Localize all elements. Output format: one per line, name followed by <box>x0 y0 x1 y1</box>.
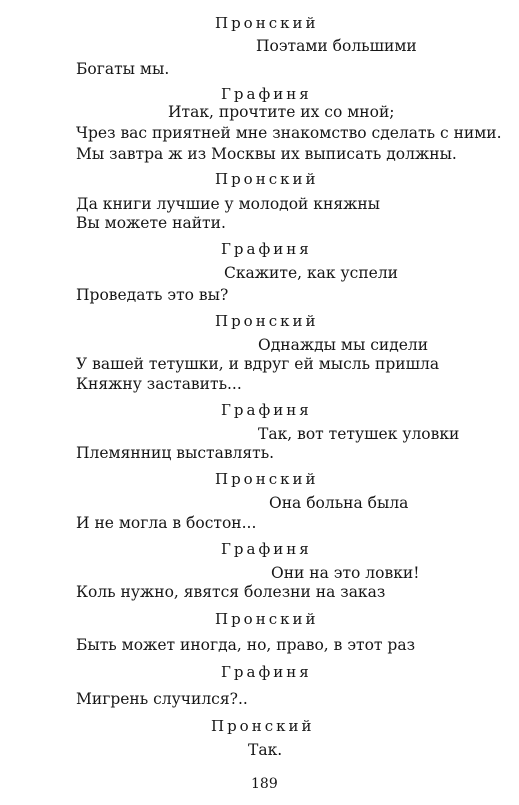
verse-line: Скажите, как успели <box>224 264 399 282</box>
speaker-name: Графиня <box>221 240 312 258</box>
verse-line: Чрез вас приятней мне знакомство сделать с ними. <box>76 124 502 142</box>
speaker-name: Графиня <box>221 663 312 681</box>
verse-line: Княжну заставить... <box>76 375 242 393</box>
verse-line: Она больна была <box>269 494 409 512</box>
speaker-name: Графиня <box>221 401 312 419</box>
verse-line: Однажды мы сидели <box>258 336 429 354</box>
verse-line: Мигрень случился?.. <box>76 690 248 708</box>
verse-line: Быть может иногда, но, право, в этот раз <box>76 636 416 654</box>
verse-line: Так. <box>248 741 283 759</box>
speaker-name: Пронский <box>215 610 319 628</box>
verse-line: Они на это ловки! <box>271 564 420 582</box>
verse-line: Поэтами большими <box>256 37 417 55</box>
verse-line: Коль нужно, явятся болезни на заказ <box>76 583 386 601</box>
speaker-name: Пронский <box>211 717 315 735</box>
verse-line: Итак, прочтите их со мной; <box>168 103 395 121</box>
verse-line: И не могла в бостон... <box>76 514 257 532</box>
verse-line: Богаты мы. <box>76 60 170 78</box>
speaker-name: Пронский <box>215 170 319 188</box>
verse-line: Так, вот тетушек уловки <box>258 425 460 443</box>
verse-line: Вы можете найти. <box>76 214 226 232</box>
speaker-name: Пронский <box>215 470 319 488</box>
speaker-name: Пронский <box>215 14 319 32</box>
speaker-name: Графиня <box>221 85 312 103</box>
page-number: 189 <box>251 776 278 792</box>
speaker-name: Пронский <box>215 312 319 330</box>
verse-line: Да книги лучшие у молодой княжны <box>76 195 381 213</box>
verse-line: Мы завтра ж из Москвы их выписать должны. <box>76 145 457 163</box>
verse-line: Проведать это вы? <box>76 286 229 304</box>
speaker-name: Графиня <box>221 540 312 558</box>
verse-line: Племянниц выставлять. <box>76 444 275 462</box>
verse-line: У вашей тетушки, и вдруг ей мысль пришла <box>76 355 440 373</box>
